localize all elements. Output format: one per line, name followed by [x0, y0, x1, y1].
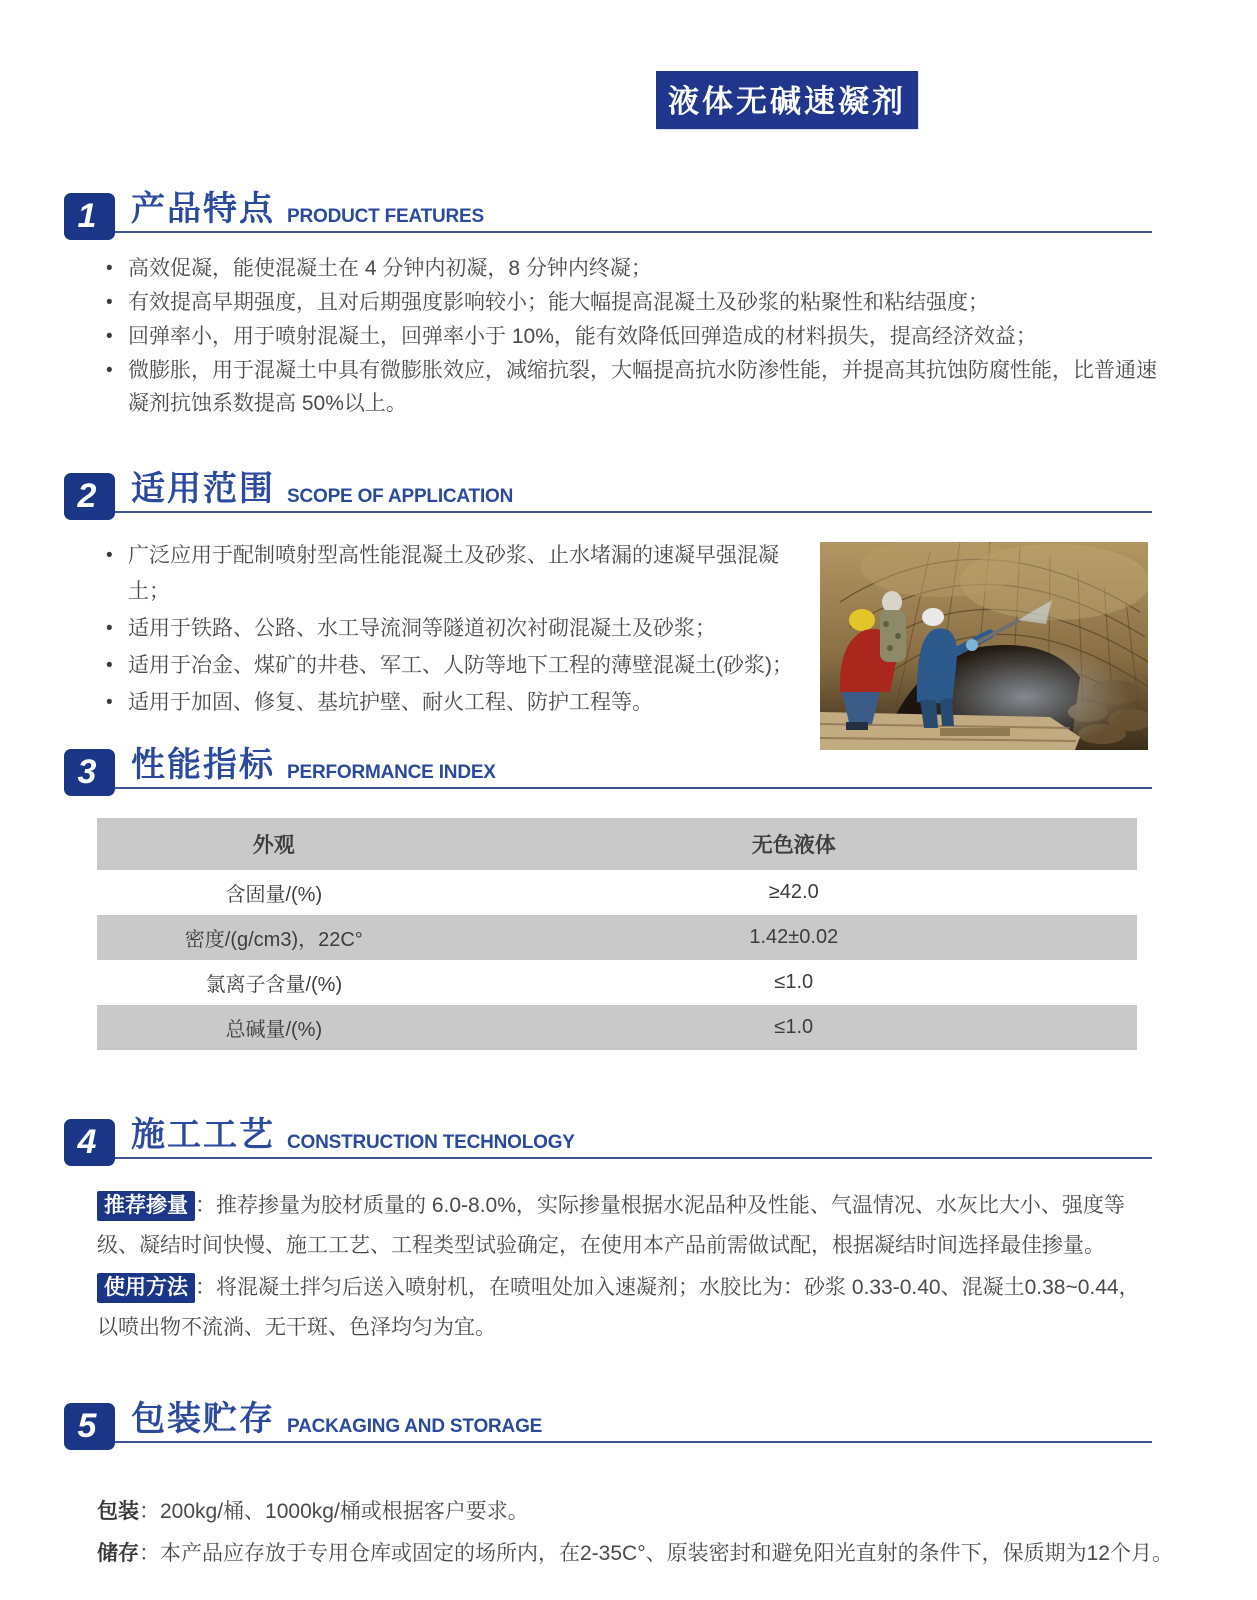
table-cell-value: ≤1.0	[774, 971, 814, 993]
performance-index-table	[97, 818, 1137, 1050]
table-cell-value: ≤1.0	[774, 1016, 814, 1038]
table-cell-value: ≥42.0	[768, 881, 819, 903]
table-row	[97, 818, 1137, 870]
table-row	[97, 870, 1137, 915]
section-1-bullet-list	[100, 252, 1165, 421]
section-2-header	[64, 472, 1152, 513]
section-4-subtitle: CONSTRUCTION TECHNOLOGY	[287, 1132, 575, 1153]
paragraph-text: ：推荐掺量为胶材质量的 6.0-8.0%，实际掺量根据水泥品种及性能、气温情况、水灰比大小、强度等级、凝结时间快慢、施工工艺、工程类型试验确定，在使用本产品前需做试配，根据凝结时间选择最佳掺量。	[97, 1194, 1125, 1257]
list-item: • 微膨胀，用于混凝土中具有微膨胀效应，减缩抗裂，大幅提高抗水防渗性能，并提高其抗蚀防腐性能，比普通速凝剂抗蚀系数提高 50%以上。	[100, 354, 1165, 420]
section-2-bullet-list	[100, 538, 808, 722]
section-5-subtitle: PACKAGING AND STORAGE	[287, 1416, 543, 1437]
section-2-title: 适用范围	[131, 470, 275, 508]
section-3-number-badge: 3	[64, 749, 115, 796]
table-cell-property: 总碱量/(%)	[225, 1019, 323, 1041]
storage-text: ：本产品应存放于专用仓库或固定的场所内，在2-35C°、原装密封和避免阳光直射的条件下，保质期为12个月。	[139, 1542, 1173, 1565]
packaging-storage-text	[97, 1492, 1182, 1576]
table-row	[97, 960, 1137, 1005]
table-cell-property: 氯离子含量/(%)	[205, 974, 343, 996]
section-1-header	[64, 192, 1152, 233]
section-3-title: 性能指标	[131, 746, 275, 784]
table-cell-property: 密度/(g/cm3)，22C°	[184, 929, 363, 951]
section-1-number-badge: 1	[64, 193, 115, 240]
packaging-label: 包装	[97, 1500, 139, 1523]
section-4-number-badge: 4	[64, 1119, 115, 1166]
paragraph-dosage	[97, 1186, 1159, 1266]
storage-line	[97, 1534, 1182, 1574]
packaging-line	[97, 1492, 1182, 1532]
dosage-label-badge: 推荐掺量	[97, 1191, 195, 1221]
section-5-header	[64, 1402, 1152, 1443]
paragraph-usage	[97, 1268, 1159, 1348]
table-cell-value: 1.42±0.02	[749, 926, 839, 948]
section-2-subtitle: SCOPE OF APPLICATION	[287, 486, 514, 507]
construction-technology-text	[97, 1186, 1159, 1350]
section-3-header	[64, 748, 1152, 789]
section-5-number-badge: 5	[64, 1403, 115, 1450]
usage-label-badge: 使用方法	[97, 1273, 195, 1303]
list-item: • 有效提高早期强度，且对后期强度影响较小；能大幅提高混凝土及砂浆的粘聚性和粘结强度；	[100, 286, 1165, 319]
section-1-subtitle: PRODUCT FEATURES	[287, 206, 485, 227]
table-cell-property: 外观	[252, 834, 295, 857]
list-item: • 适用于铁路、公路、水工导流洞等隧道初次衬砌混凝土及砂浆；	[100, 611, 808, 647]
list-item: • 回弹率小，用于喷射混凝土，回弹率小于 10%，能有效降低回弹造成的材料损失，提高经济效益；	[100, 320, 1165, 353]
storage-label: 储存	[97, 1542, 139, 1565]
section-1-title: 产品特点	[131, 190, 275, 228]
tunnel-photo-art	[820, 542, 1148, 750]
list-item: • 广泛应用于配制喷射型高性能混凝土及砂浆、止水堵漏的速凝早强混凝土；	[100, 538, 808, 610]
table-row	[97, 915, 1137, 960]
table-cell-value: 无色液体	[751, 834, 836, 857]
section-3-subtitle: PERFORMANCE INDEX	[287, 762, 496, 783]
list-item: • 适用于加固、修复、基坑护壁、耐火工程、防护工程等。	[100, 685, 808, 721]
section-4-header	[64, 1118, 1152, 1159]
paragraph-text: ：将混凝土拌匀后送入喷射机，在喷咀处加入速凝剂；水胶比为：砂浆 0.33-0.40、混凝土0.38~0.44，以喷出物不流淌、无干斑、色泽均匀为宜。	[97, 1276, 1140, 1339]
table-row	[97, 1005, 1137, 1050]
tunnel-construction-photo	[820, 542, 1148, 750]
page-title: 液体无碱速凝剂	[656, 71, 918, 129]
table-cell-property: 含固量/(%)	[225, 884, 323, 906]
list-item: • 适用于冶金、煤矿的井巷、军工、人防等地下工程的薄壁混凝土(砂浆)；	[100, 648, 808, 684]
section-4-title: 施工工艺	[131, 1116, 275, 1154]
section-2-number-badge: 2	[64, 473, 115, 520]
packaging-text: ：200kg/桶、1000kg/桶或根据客户要求。	[139, 1500, 529, 1523]
section-5-title: 包装贮存	[131, 1400, 275, 1438]
list-item: • 高效促凝，能使混凝土在 4 分钟内初凝，8 分钟内终凝；	[100, 252, 1165, 285]
